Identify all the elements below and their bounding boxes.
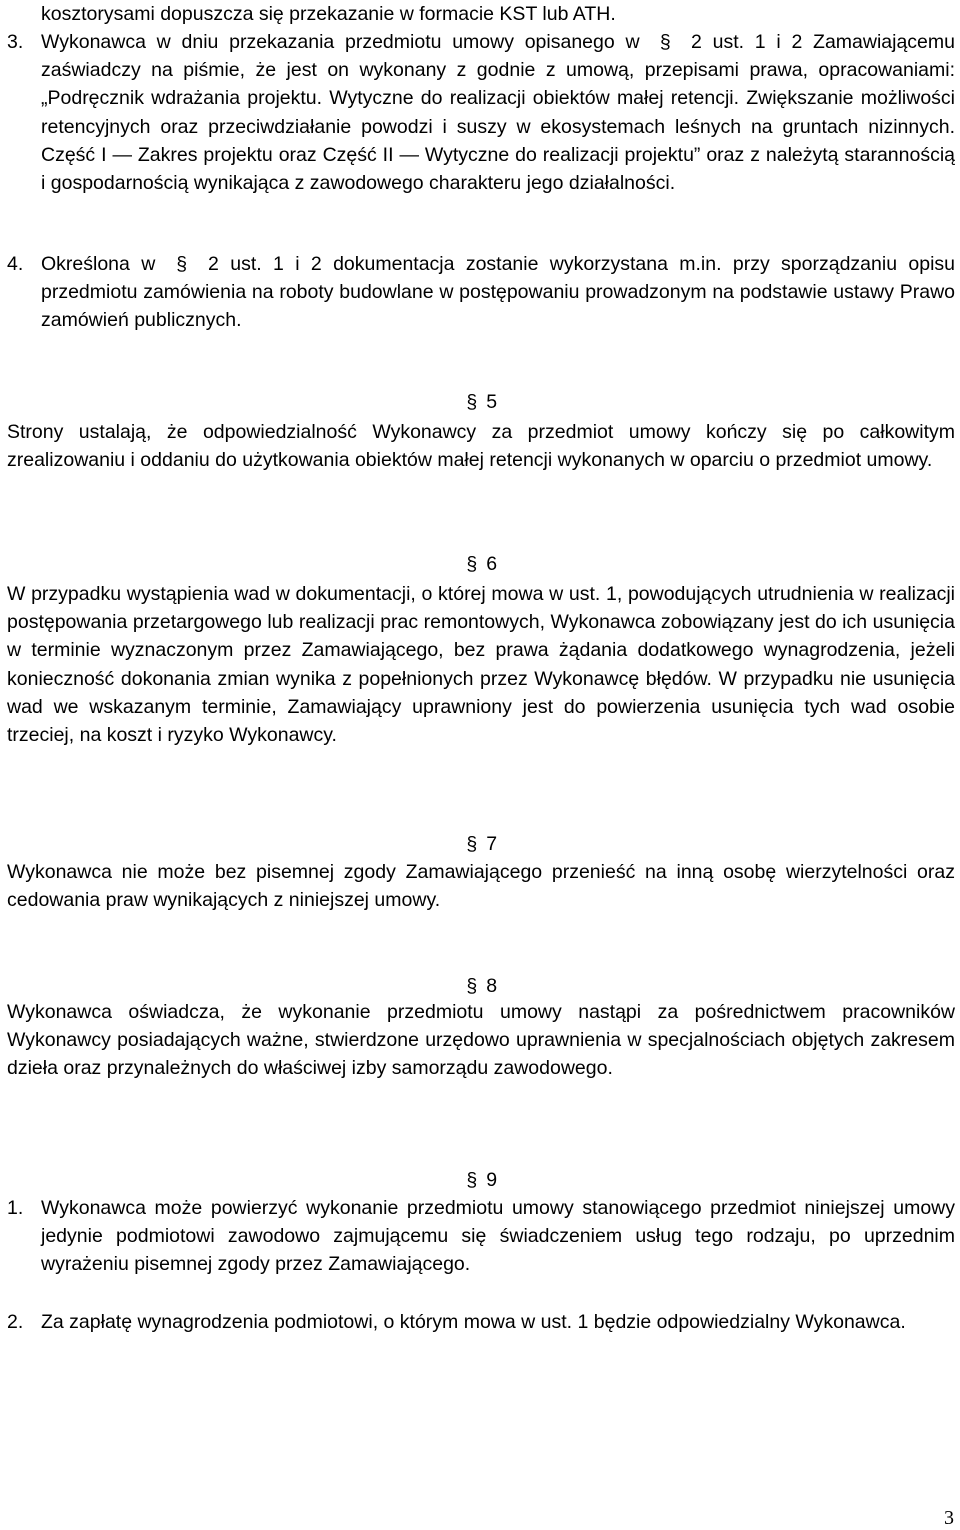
section-9-item-2-number: 2. [7,1311,24,1333]
section-6-heading [0,550,960,578]
section-8-heading [0,972,960,1000]
section-symbol: § [466,553,478,575]
item-4-text-part2: 2 ust. 1 i 2 dokumentacja zostanie wykorzystana m.in. przy sporządzaniu opisu przedmiotu zamówienia na roboty budowlane w postępowaniu prowadzonym na podstawie ustawy Prawo zamówień publicznych. [41,253,956,332]
item-4-text [41,250,955,335]
section-symbol: § [466,1169,478,1191]
section-6-number: 6 [486,553,498,575]
section-symbol: § [466,975,478,997]
section-5-number: 5 [486,391,498,413]
page-number: 3 [944,1507,954,1529]
section-symbol: § [659,31,671,53]
section-9-item-1-number: 1. [7,1197,24,1219]
section-7-heading [0,830,960,858]
section-8-number: 8 [486,975,498,997]
section-symbol: § [466,833,478,855]
item-4-text-part1: Określona w [41,253,156,275]
section-7-number: 7 [486,833,498,855]
section-9-number: 9 [486,1169,498,1191]
item-3-text [41,28,955,197]
item-2-continuation: kosztorysami dopuszcza się przekazanie w formacie KST lub ATH. [41,3,616,25]
section-symbol: § [466,391,478,413]
item-3-number: 3. [7,31,24,53]
section-8-text: Wykonawca oświadcza, że wykonanie przedmiotu umowy nastąpi za pośrednictwem pracowników Wykonawcy posiadających ważne, stwierdzone urzędowo uprawnienia w specjalnościach objętych zakresem dzieła oraz przynależnych do właściwej izby samorządu zawodowego. [7,1001,955,1080]
section-9-item-2-text: Za zapłatę wynagrodzenia podmiotowi, o którym mowa w ust. 1 będzie odpowiedzialny Wykonawca. [41,1311,906,1333]
item-3-text-part2: 2 ust. 1 i 2 Zamawiającemu zaświadczy na piśmie, że jest on wykonany z godnie z umową, przepisami prawa, opracowaniami: „Podręcznik wdrażania projektu. Wytyczne do realizacji obiektów małej retencji. Zwiększanie możliwości retencyjnych oraz przeciwdziałanie powodzi i suszy w ekosystemach leśnych na gruntach nizinnych. Część I — Zakres projektu oraz Część II — Wytyczne do realizacji projektu” oraz z należytą starannością i gospodarnością wynikająca z zawodowego charakteru jego działalności. [41,31,955,195]
section-6-text: W przypadku wystąpienia wad w dokumentacji, o której mowa w ust. 1, powodujących utrudnienia w realizacji postępowania przetargowego lub realizacji prac remontowych, Wykonawca zobowiązany jest do ich usunięcia w terminie wyznaczonym przez Zamawiającego, bez prawa żądania dodatkowego wynagrodzenia, jeżeli konieczność dokonania zmian wynika z popełnionych przez Wykonawcę błędów. W przypadku nie usunięcia wad we wskazanym terminie, Zamawiający uprawniony jest do powierzenia usunięcia tych wad osobie trzeciej, na koszt i ryzyko Wykonawcy. [7,583,955,747]
section-5-heading [0,388,960,416]
section-5-text: Strony ustalają, że odpowiedzialność Wykonawcy za przedmiot umowy kończy się po całkowitym zrealizowaniu i oddaniu do użytkowania obiektów małej retencji wykonanych w oparciu o przedmiot umowy. [7,421,955,472]
section-9-item-1-text: Wykonawca może powierzyć wykonanie przedmiotu umowy stanowiącego przedmiot niniejszej umowy jedynie podmiotowi zawodowo zajmującemu się świadczeniem usług tego rodzaju, po uprzednim wyrażeniu pisemnej zgody przez Zamawiającego. [41,1197,955,1276]
section-9-heading [0,1166,960,1194]
section-7-text: Wykonawca nie może bez pisemnej zgody Zamawiającego przenieść na inną osobę wierzytelności oraz cedowania praw wynikających z niniejszej umowy. [7,861,955,912]
section-symbol: § [176,253,188,275]
item-4-number: 4. [7,253,24,275]
item-3-text-part1: Wykonawca w dniu przekazania przedmiotu umowy opisanego w [41,31,640,53]
